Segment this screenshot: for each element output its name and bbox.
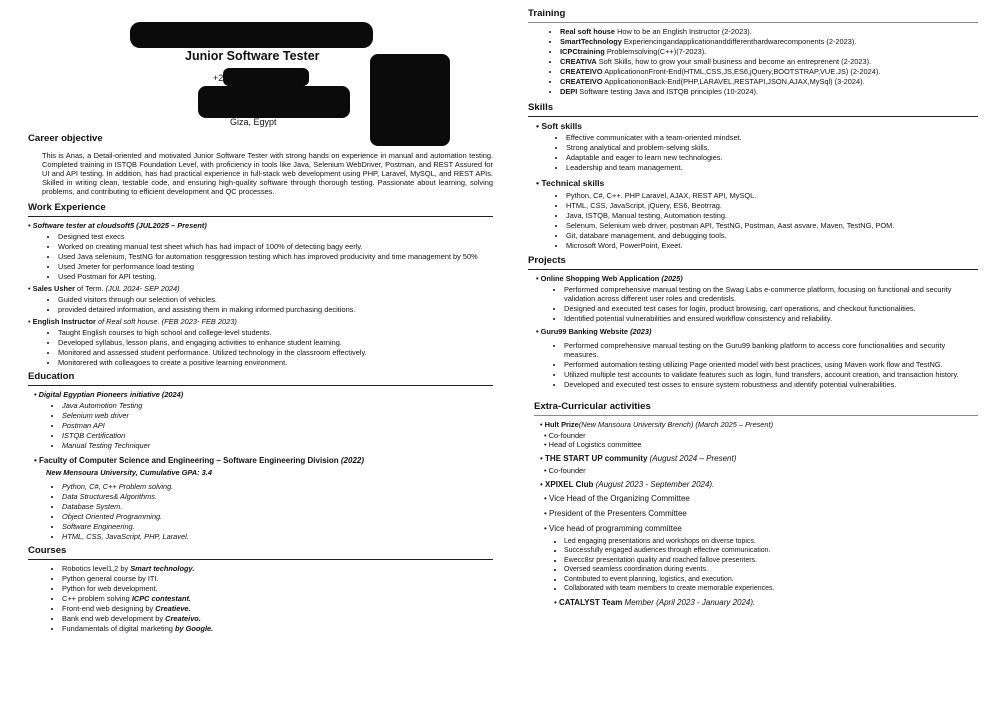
list-item: • CREATEIVO ApplicationonBack-End(PHP,LARAVEL,RESTAPI,JSON,AJAX,MySql) (3-2024). (560, 77, 978, 86)
career-text: This is Anas, a Detail-oriented and motivated Junior Software Tester with strong hands on experience in manual and automation testing. Completed training in ISTQB Foundation Level, with proficiency in tools like Java, Selenium WebDriver, Postman, and REST Assured for UI and API testing. In addition, has had practical experience in full-stack web development using PHP, Laravel, MySQL, and REST APIs. Skilled in writing clean, testable code, and ensuring high-quality software through thorough testing. Passionate about learning, solving problems, and contributing to efficient development and QC processes. (42, 150, 493, 196)
list-item: • Monitored and assessed student performance. Utilized technology in the classroom effectively. (58, 348, 493, 357)
list-item: • Successfully engaged audiences through effective communication. (564, 547, 978, 556)
faculty-title: • Faculty of Computer Science and Engineering – Software Engineering Division (2022) (34, 455, 364, 465)
soft-skills-list (528, 133, 978, 172)
list-item: • Monitorered with colleagoes to create a positive learning environment. (58, 358, 493, 367)
list-item: • HTML, CSS, JavaScript, PHP, Laravel. (62, 532, 493, 541)
list-item: • Utilized multiple test accounts to validate features such as login, fund transfers, account creation, and transaction history. (564, 370, 978, 379)
list-item: • SmartTechnology Experiencingandapplicationanddifferenthardwarecomponents (2-2023). (560, 37, 978, 46)
hult-list (528, 431, 978, 449)
list-item: • Fundamentals of digital marketing by Google. (62, 624, 493, 633)
project2-list (528, 341, 978, 389)
work-heading: Work Experience (28, 202, 493, 217)
technical-skills-list (528, 191, 978, 250)
list-item: • Bank end web development by Createivo. (62, 614, 493, 623)
list-item: • Co-founder (544, 465, 586, 475)
project1-list (528, 285, 978, 323)
redacted-phone (223, 68, 309, 86)
list-item: • Python, C#, C++. PHP Laravel, AJAX, REST API, MySQL. (566, 191, 978, 200)
list-item: • Java Automotion Testing (62, 401, 493, 410)
list-item: • Performed automation testing utilizing Page oriented model with best practices, using Maven work flow and TestNG. (564, 360, 978, 369)
left-column (28, 133, 493, 634)
list-item: • Head of Logistics committee (544, 439, 642, 449)
list-item: • ICPCtraining Problemsolving(C++)(7-2023). (560, 47, 978, 56)
list-item: • CREATEIVO ApplicationonFront-End(HTML,CSS,JS,ES6,jQuery,BOOTSTRAP,VUE.JS) (2-2024). (560, 67, 978, 76)
list-item: • Vice Head of the Organizing Committee (544, 494, 690, 504)
page-title: Junior Software Tester (185, 49, 320, 63)
job1-list (28, 232, 493, 281)
startup-title: • THE START UP community (August 2024 – Present) (540, 453, 737, 463)
list-item: • Worked on creating manual test sheet which has had impact of 100% of detecting bagy eerly. (58, 242, 493, 251)
list-item: • Effective communicater with a team-oriented mindset. (566, 133, 978, 142)
list-item: • Used Postman for API testing. (58, 272, 493, 281)
list-item: • Taught English courses to high school and college-level students. (58, 328, 493, 337)
list-item: • Python for web development. (62, 584, 493, 593)
list-item: • Object Oriented Programming. (62, 512, 493, 521)
location-text: Giza, Egypt (230, 117, 277, 127)
depi-title: • Digital Egyptian Pioneers initiative (2024) (34, 389, 184, 399)
list-item: • HTML, CSS, JavaScript, jQuery, ES6, Beotrrag. (566, 201, 978, 210)
list-item: • CREATIVA Soft Skills, how to grow your small business and become an entreprenent (2-2023). (560, 57, 978, 66)
list-item: • Led engaging presentations and workshops on diverse topics. (564, 538, 978, 547)
list-item: • Python, C#, C++ Problem solving. (62, 482, 493, 491)
job2-list (28, 295, 493, 314)
list-item: • Robotics level1,2 by Smart technology. (62, 564, 493, 573)
list-item: • Microsoft Word, PowerPoint, Exeet. (566, 241, 978, 250)
xpixel-list (528, 538, 978, 594)
list-item: • ISTQB Certification (62, 431, 493, 440)
courses-heading: Courses (28, 545, 493, 560)
list-item: • Identified potential vulnerabilities and ensured workflow consistency and reliability. (564, 314, 978, 323)
list-item: • C++ problem solving ICPC contestant. (62, 594, 493, 603)
training-heading: Training (528, 8, 978, 23)
project2-title: • Guru99 Banking Website (2023) (536, 326, 652, 336)
job1-title: • Software tester at cloudsoft5 (JUL2025 – Present) (28, 220, 207, 230)
technical-skills-title: • Technical skills (536, 178, 605, 189)
hult-title: • Hult Prize(New Mansoura University Brench) (March 2025 – Present) (540, 419, 774, 429)
list-item: • Guided visitors through our selection of vehicles. (58, 295, 493, 304)
xpixel-title: • XPIXEL Club (August 2023 - September 2024). (540, 479, 715, 489)
list-item: • Contributed to event planning, logistics, and execution. (564, 576, 978, 585)
projects-heading: Projects (528, 255, 978, 270)
list-item: • Manual Testing Techniquer (62, 441, 493, 450)
list-item: • President of the Presenters Committee (544, 509, 687, 519)
list-item: • Postman API (62, 421, 493, 430)
list-item: • Software Engineering. (62, 522, 493, 531)
list-item: • Real soft house How to be an English Instructor (2-2023). (560, 27, 978, 36)
catalyst-title: • CATALYST Team Member (April 2023 - January 2024). (554, 597, 756, 607)
skills-heading: Skills (528, 102, 978, 117)
depi-list (28, 401, 493, 450)
education-heading: Education (28, 371, 493, 386)
list-item: • Co-founder (544, 430, 586, 440)
extra-heading: Extra-Curricular activities (534, 401, 978, 416)
list-item: • Git, databare management, and debugging tools. (566, 231, 978, 240)
redacted-name (130, 22, 373, 48)
list-item: • Database System. (62, 502, 493, 511)
courses-list (28, 564, 493, 633)
right-column (528, 8, 978, 609)
list-item: • Vice head of programming committee (544, 523, 682, 533)
list-item: • Performed comprehensive manual testing on the Swag Labs e-commerce platform, focusing on functional and security validation across different user roles and credentisls. (564, 285, 978, 303)
list-item: • Developed and executed test osses to ensure system robustness and identify potential vulnerabilities. (564, 380, 978, 389)
list-item: • Collaborated with team members to create memorable experiences. (564, 585, 978, 594)
list-item: • Performed comprehensive manual testing on the Guru99 banking platform to access core functionalities and security measures. (564, 341, 978, 359)
list-item: • Designed and executed test cases for login, product browsing, cart operations, and checkout functionalities. (564, 304, 978, 313)
list-item: • Selenium web driver (62, 411, 493, 420)
list-item: • Designed test execs (58, 232, 493, 241)
list-item: • Oversed seamless coordination during events. (564, 566, 978, 575)
list-item: • Leadership and team management. (566, 163, 978, 172)
training-list (528, 27, 978, 96)
list-item: • Ewecc8sr presentation quality and roached fallove presenters. (564, 557, 978, 566)
list-item: • Python general course by ITI. (62, 574, 493, 583)
faculty-subtitle: New Mensoura University, Cumulative GPA: 3.4 (46, 467, 212, 477)
career-heading: Career objective (28, 133, 103, 144)
job2-title: • Sales Usher of Term. (JUL 2024- SEP 2024) (28, 283, 180, 293)
startup-list (528, 466, 978, 475)
list-item: • Selenum, Selenium web driver, postman API, TestNG, Postman, Aast asvare, Maven, TestNG, POM. (566, 221, 978, 230)
list-item: • Java, ISTQB, Manual testing, Automation testing. (566, 211, 978, 220)
faculty-list (28, 482, 493, 541)
list-item: • Used Java selenium, TestNG for automation resggression testing which has improved producivity and time management by 50% (58, 252, 493, 261)
list-item: • Front-end web designing by Creatieve. (62, 604, 493, 613)
job3-list (28, 328, 493, 367)
list-item: • provided detaired information, and assisting them in making informed purchasing decitions. (58, 305, 493, 314)
list-item: • Strong analytical and problem-selving skills. (566, 143, 978, 152)
list-item: • Data Structures& Algorithms. (62, 492, 493, 501)
list-item: • DEPI Software testing Java and ISTQB principles (10-2024). (560, 87, 978, 96)
project1-title: • Online Shopping Web Application (2025) (536, 273, 683, 283)
phone-text: +2 (213, 73, 224, 83)
list-item: • Used Jmeter for performance load testing (58, 262, 493, 271)
list-item: • Adaptable and eager to learn new technologies. (566, 153, 978, 162)
list-item: • Developed syllabus, lesson plans, and engaging activities to enhance student learning. (58, 338, 493, 347)
soft-skills-title: • Soft skills (536, 120, 582, 131)
redacted-contact (198, 86, 350, 118)
job3-title: • English Instructor of Real soft house. (FEB 2023- FEB 2023) (28, 316, 237, 326)
xpixel-roles (528, 494, 978, 533)
